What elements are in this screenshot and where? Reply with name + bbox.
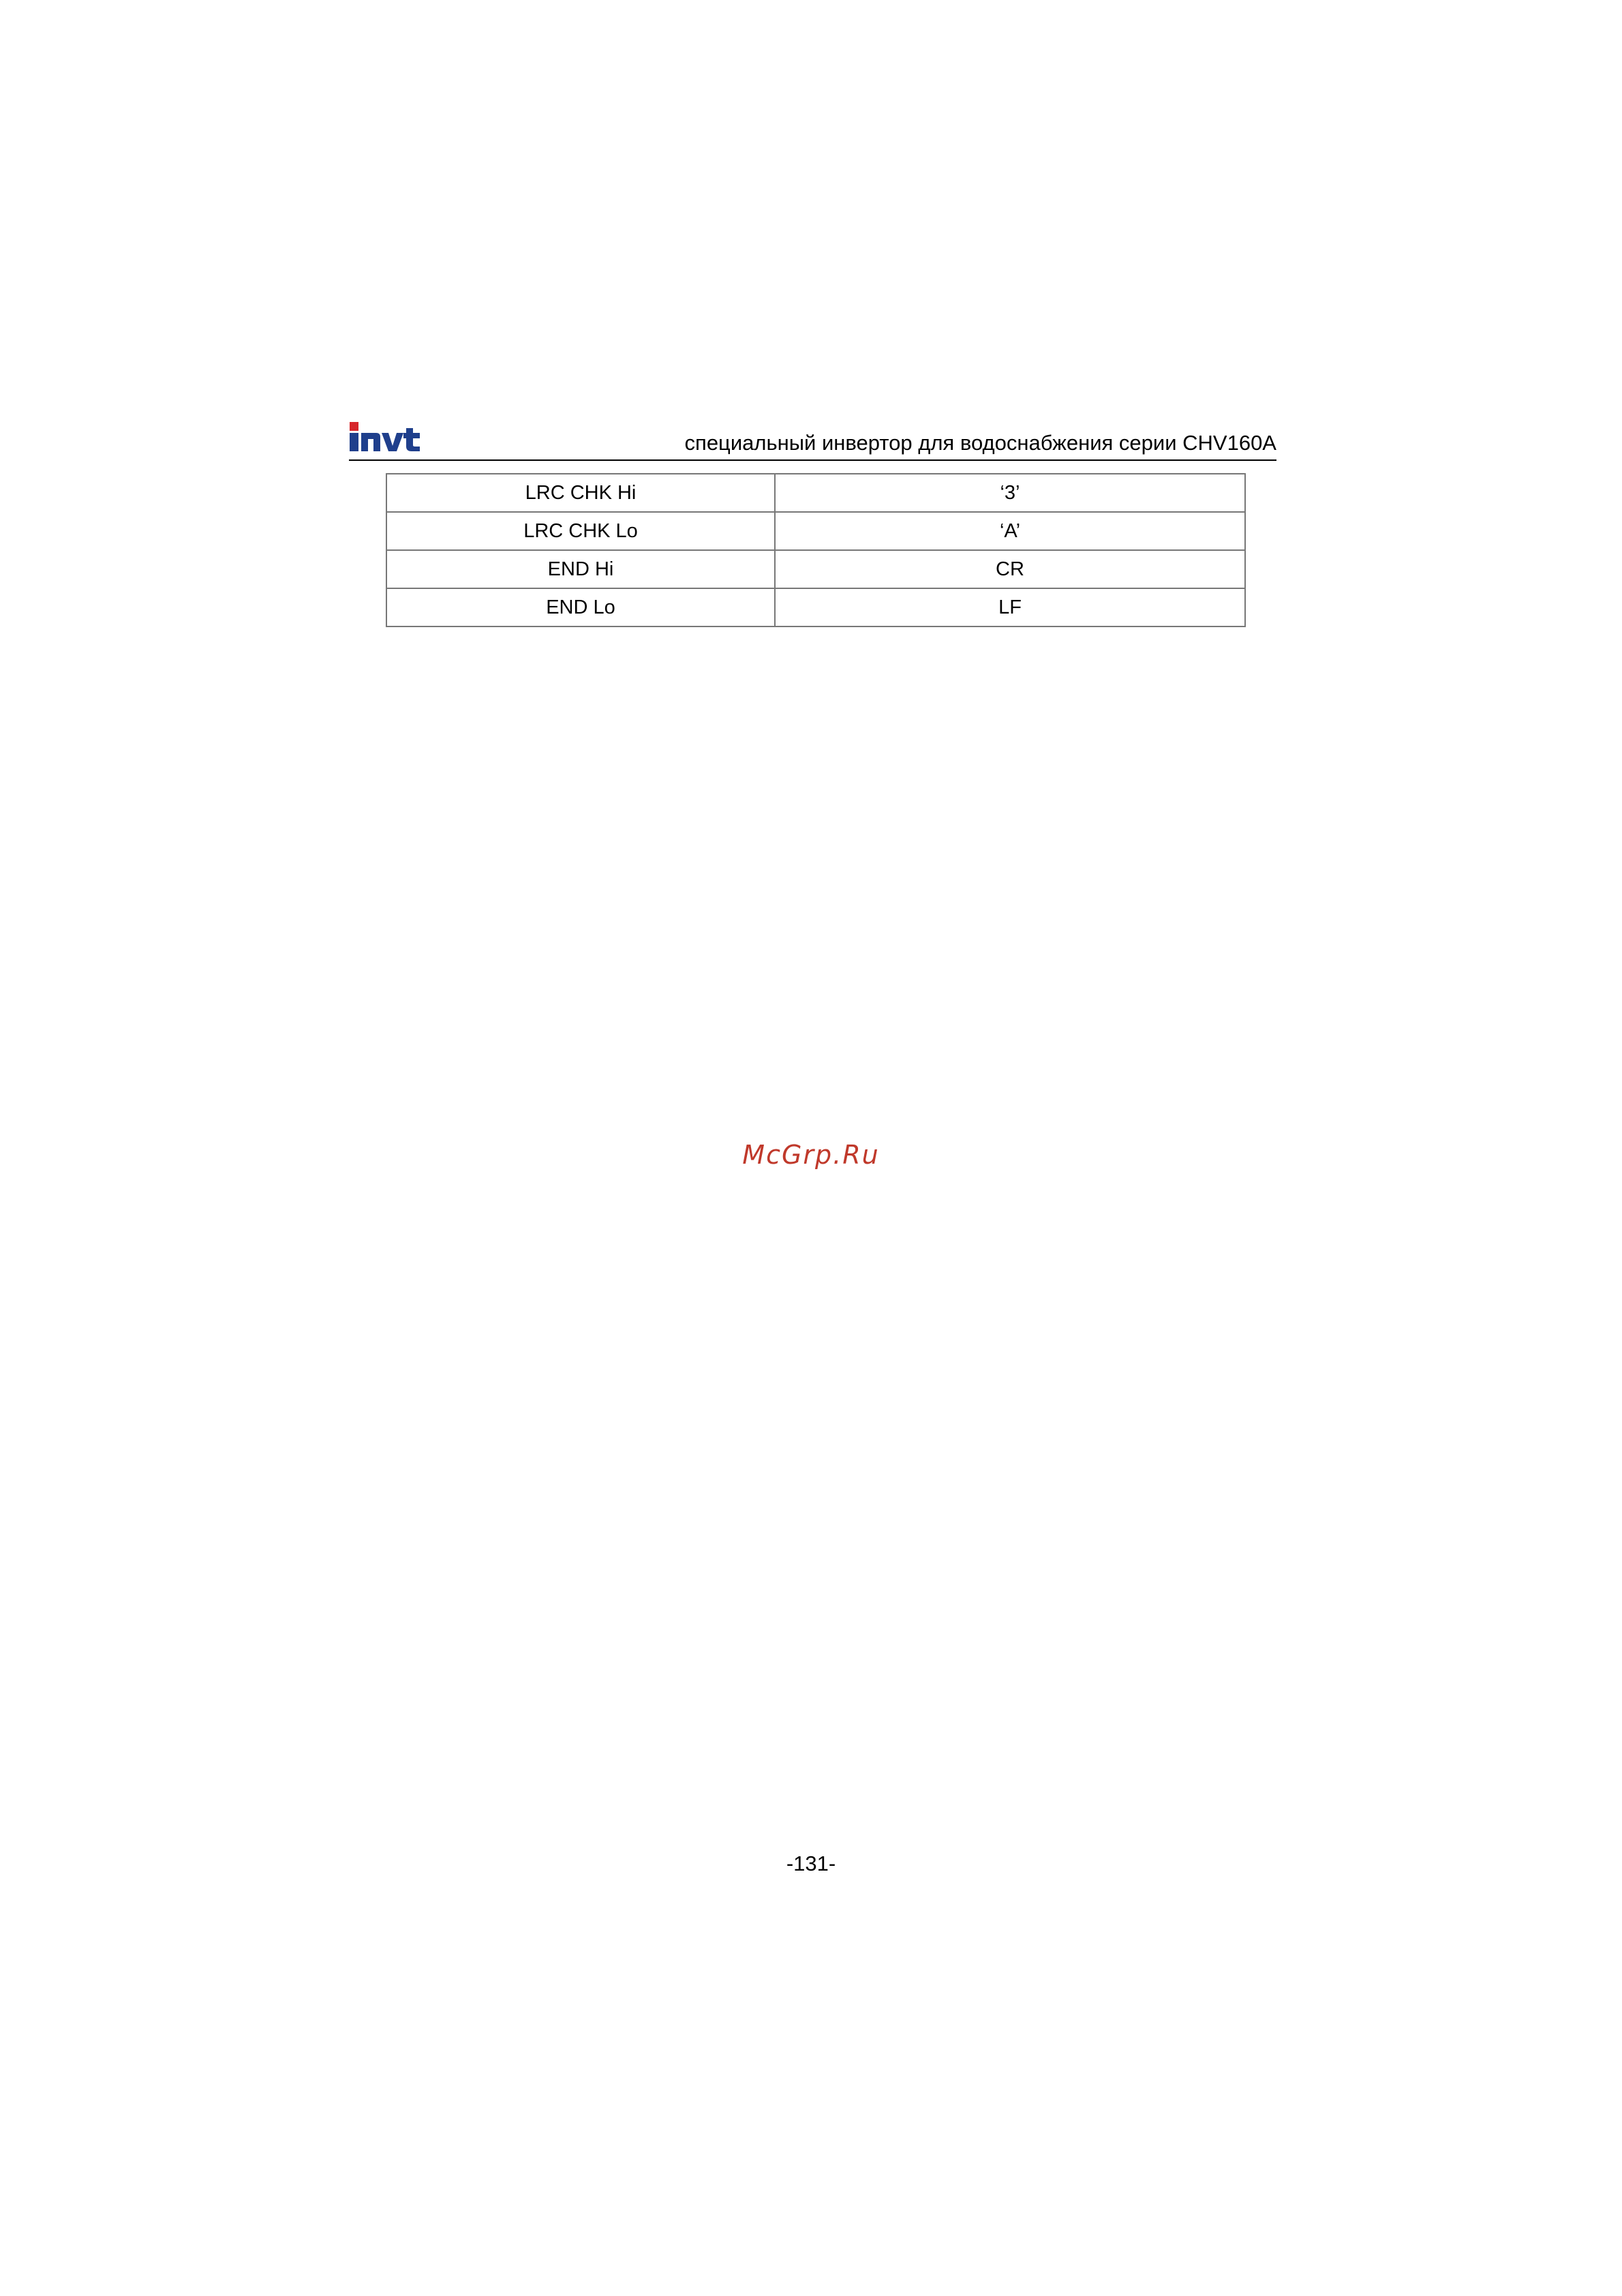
table-cell-value: CR [775,550,1245,588]
table-cell-field: LRC CHK Lo [386,512,775,550]
table-cell-field: LRC CHK Hi [386,474,775,512]
table-row [386,512,1245,550]
table-row [386,474,1245,512]
table-row [386,550,1245,588]
logo-dot [350,422,358,431]
logo-letter-n [361,433,380,451]
table-cell-field: END Lo [386,588,775,626]
header-divider [349,459,1276,461]
table-cell-value: LF [775,588,1245,626]
page-number: -131- [786,1852,836,1875]
frame-structure-table [386,473,1246,627]
logo-letter-t [403,428,420,451]
table-cell-value: ‘3’ [775,474,1245,512]
logo-letter-i [350,433,358,451]
table-cell-field: END Hi [386,550,775,588]
watermark-link[interactable]: McGrp.Ru [742,1140,880,1170]
table-row [386,588,1245,626]
header-title: специальный инвертор для водоснабжения серии CHV160A [684,431,1276,455]
table-cell-value: ‘A’ [775,512,1245,550]
logo-letter-v [382,433,403,451]
invt-logo [349,421,424,453]
